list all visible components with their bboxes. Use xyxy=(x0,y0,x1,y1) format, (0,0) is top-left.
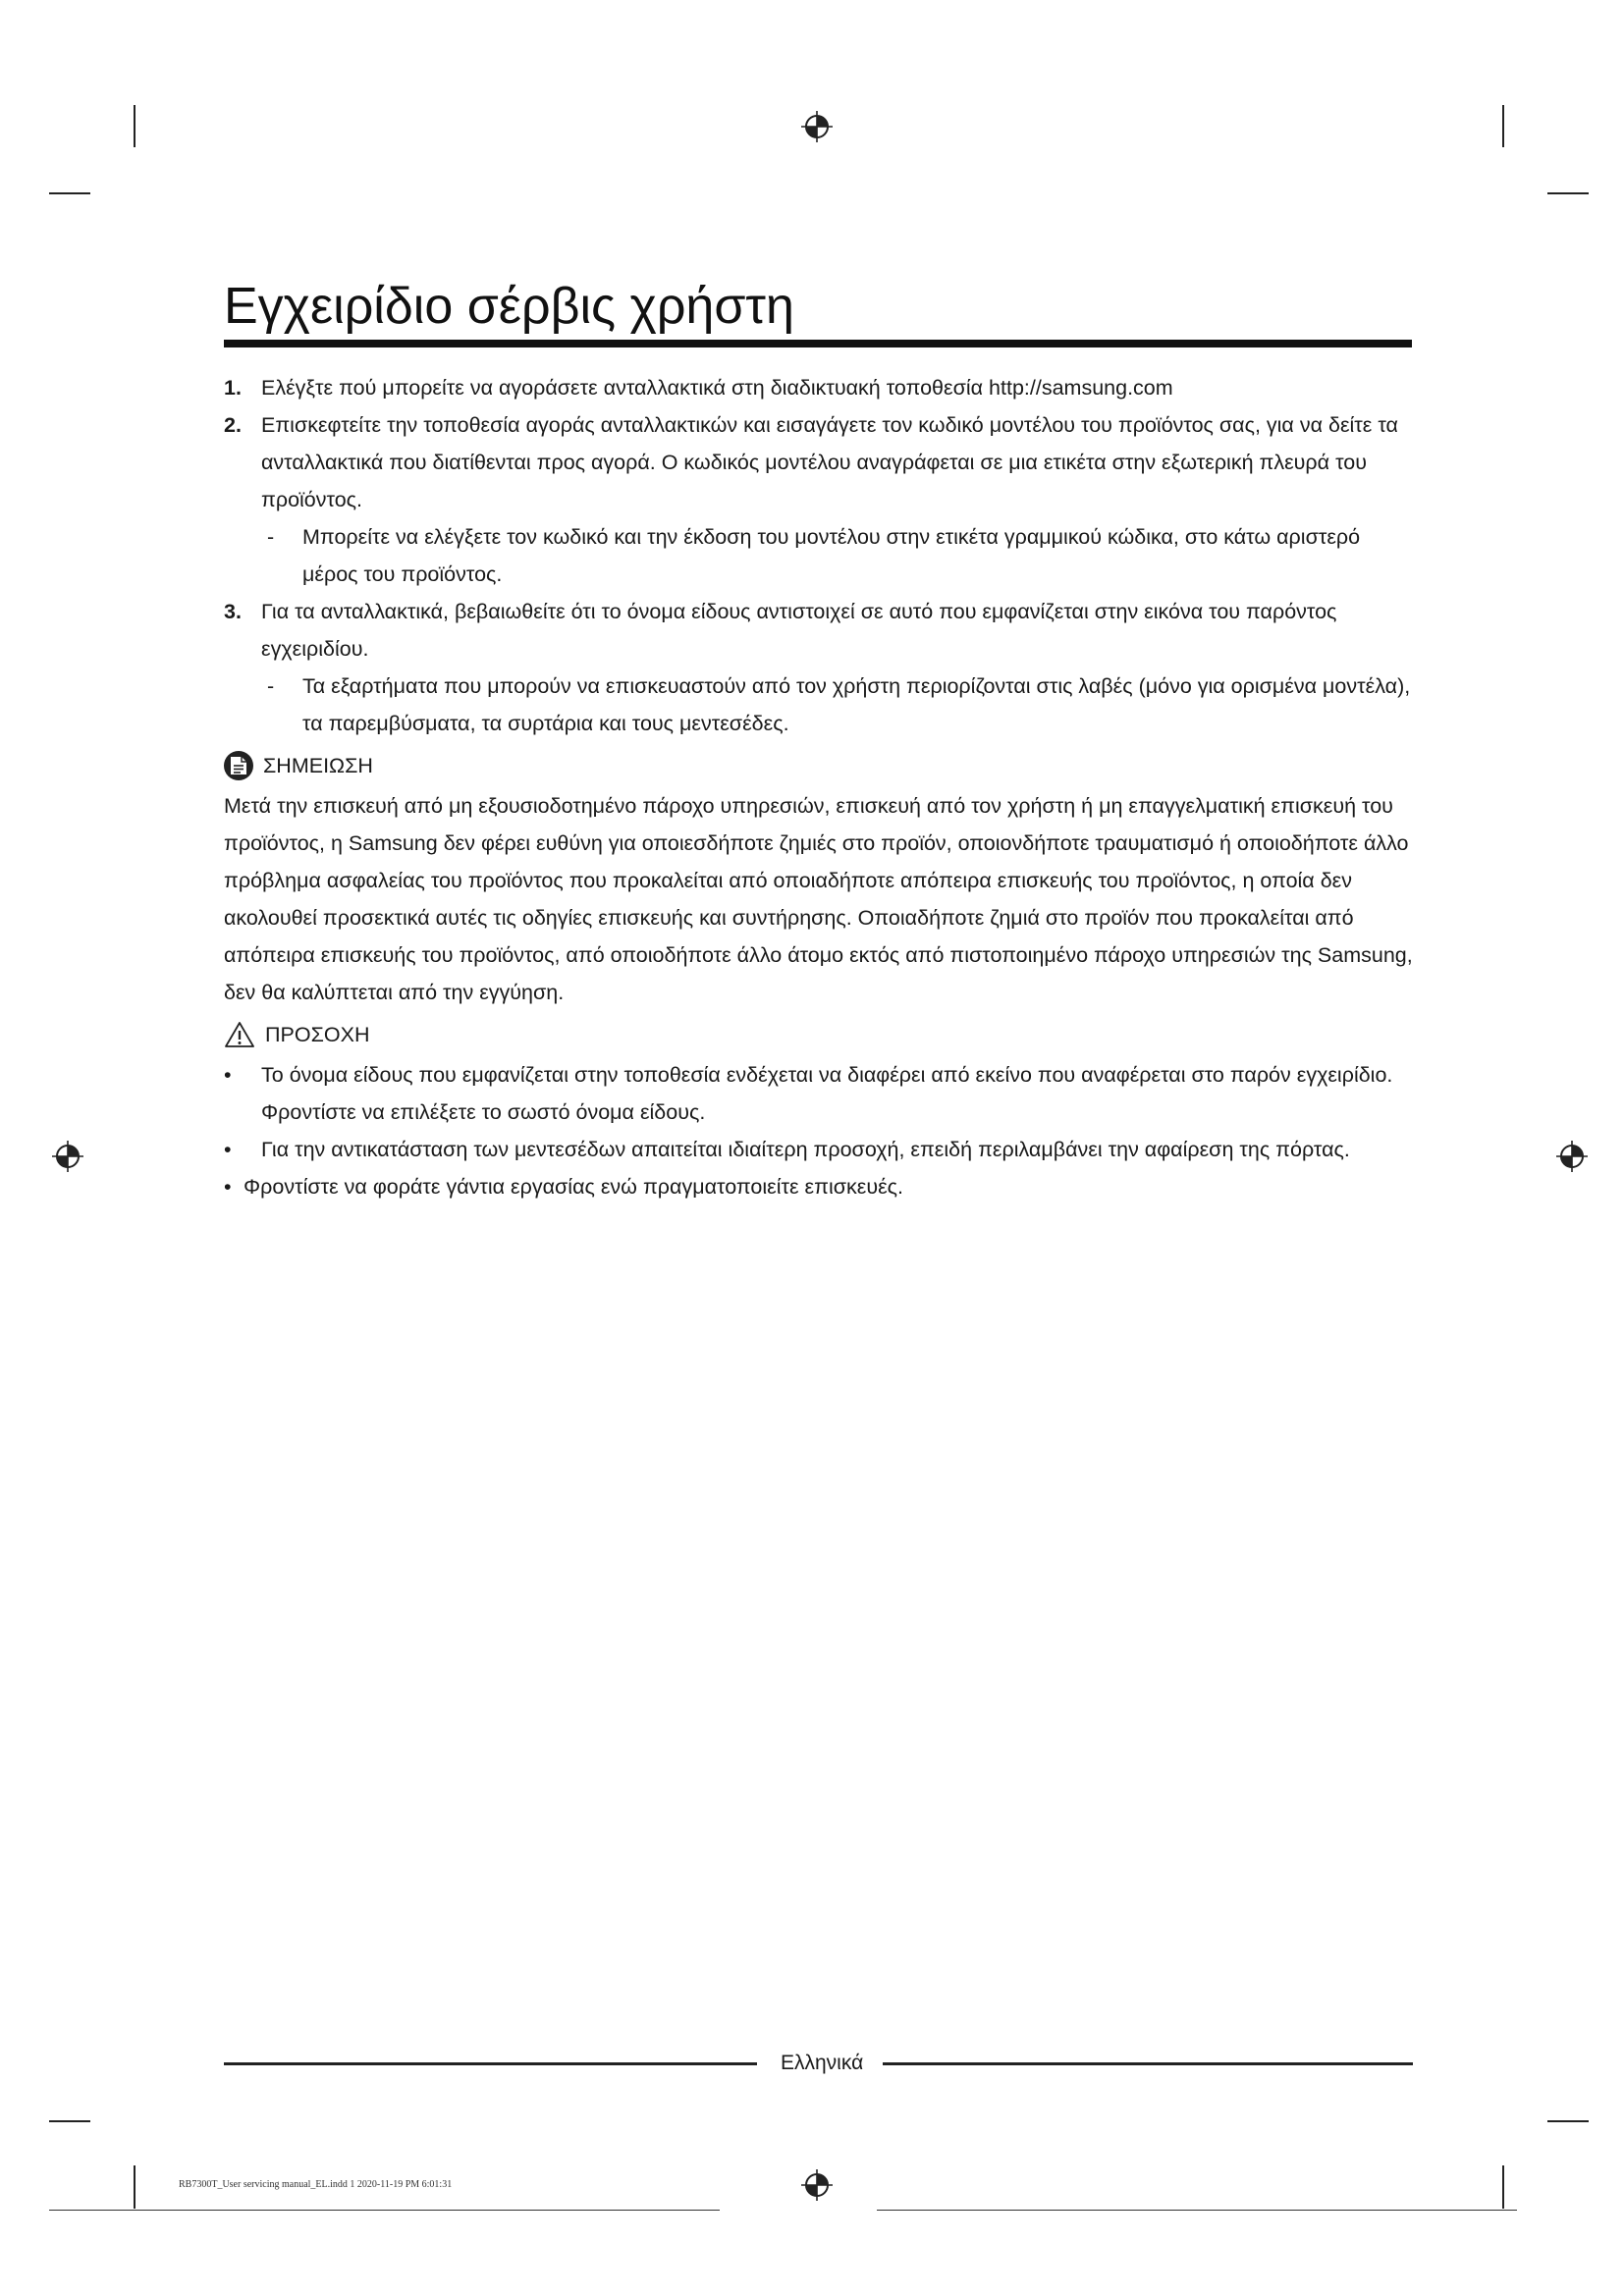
registration-mark-icon xyxy=(800,110,834,143)
caution-item-text: Το όνομα είδους που εμφανίζεται στην τοποθεσία ενδέχεται να διαφέρει από εκείνο που αναφέρεται στο παρόν εγχειρίδιο. Φροντίστε να επιλέξετε το σωστό όνομα είδους. xyxy=(261,1063,1393,1124)
crop-mark-top-left-h xyxy=(49,192,90,194)
bullet-marker: • xyxy=(224,1063,232,1087)
slug-line-left xyxy=(49,2210,720,2211)
registration-mark-icon xyxy=(800,2168,834,2202)
note-heading xyxy=(224,746,1416,785)
registration-mark-icon xyxy=(51,1140,84,1173)
crop-mark-top-right-h xyxy=(1547,192,1589,194)
step-item xyxy=(224,369,1416,406)
warning-icon xyxy=(224,1021,255,1048)
step-number: 3. xyxy=(224,600,242,623)
caution-item xyxy=(224,1168,1416,1205)
footer-language: Ελληνικά xyxy=(781,2052,864,2074)
step-text: Ελέγξτε πού μπορείτε να αγοράσετε ανταλλακτικά στη διαδικτυακή τοποθεσία http://samsung.com xyxy=(261,376,1173,400)
caution-heading-label: ΠΡΟΣΟΧΗ xyxy=(265,1023,370,1046)
step-subitem xyxy=(224,667,1416,742)
note-icon xyxy=(224,751,253,780)
bullet-marker: • xyxy=(224,1175,232,1199)
steps-list xyxy=(224,369,1416,1205)
caution-item-text: Για την αντικατάσταση των μεντεσέδων απαιτείται ιδιαίτερη προσοχή, επειδή περιλαμβάνει την αφαίρεση της πόρτας. xyxy=(261,1138,1350,1161)
page-title: Εγχειρίδιο σέρβις χρήστη xyxy=(224,278,794,335)
caution-item xyxy=(224,1131,1416,1168)
caution-item xyxy=(224,1056,1416,1131)
step-subitem xyxy=(224,518,1416,593)
print-slug-text: RB7300T_User servicing manual_EL.indd 1 2020-11-19 PM 6:01:31 xyxy=(179,2179,453,2190)
step-item xyxy=(224,406,1416,518)
registration-mark-icon xyxy=(1555,1140,1589,1173)
caution-item-text: Φροντίστε να φοράτε γάντια εργασίας ενώ πραγματοποιείτε επισκευές. xyxy=(244,1175,904,1199)
dash-marker: - xyxy=(267,525,275,549)
step-number: 2. xyxy=(224,413,242,437)
crop-mark-top-left xyxy=(134,105,135,147)
slug-line-right xyxy=(877,2210,1517,2211)
caution-heading xyxy=(224,1015,1416,1054)
bullet-marker: • xyxy=(224,1138,232,1161)
dash-marker: - xyxy=(267,674,275,698)
footer-rule-left xyxy=(224,2062,757,2065)
crop-mark-bottom-right-h xyxy=(1547,2120,1589,2122)
note-text: Μετά την επισκευή από μη εξουσιοδοτημένο πάροχο υπηρεσιών, επισκευή από τον χρήστη ή μη επαγγελματική επισκευή του προϊόντος, η Samsung δεν φέρει ευθύνη για οποιεσδήποτε ζημιές στο προϊόν, οποιονδήποτε τραυματισμό ή οποιοδήποτε άλλο πρόβλημα ασφαλείας του προϊόντος που προκαλείται από οποιαδήποτε απόπειρα επισκευής του προϊόντος, η οποία δεν ακολουθεί προσεκτικά αυτές τις οδηγίες επισκευής και συντήρησης. Οποιαδήποτε ζημιά στο προϊόν που προκαλείται από απόπειρα επισκευής του προϊόντος, από οποιοδήποτε άλλο άτομο εκτός από πιστοποιημένο πάροχο υπηρεσιών της Samsung, δεν θα καλύπτεται από την εγγύηση. xyxy=(224,794,1413,1004)
title-underline xyxy=(224,340,1412,347)
footer-rule-right xyxy=(883,2062,1413,2065)
step-text: Επισκεφτείτε την τοποθεσία αγοράς ανταλλακτικών και εισαγάγετε τον κωδικό μοντέλου του προϊόντος σας, για να δείτε τα ανταλλακτικά που διατίθενται προς αγορά. Ο κωδικός μοντέλου αναγράφεται σε μια ετικέτα στην εξωτερική πλευρά του προϊόντος. xyxy=(261,413,1398,511)
crop-mark-top-right xyxy=(1502,105,1504,147)
note-heading-label: ΣΗΜΕΙΩΣΗ xyxy=(263,754,373,777)
crop-mark-bottom-left xyxy=(134,2165,135,2209)
step-subitem-text: Μπορείτε να ελέγξετε τον κωδικό και την έκδοση του μοντέλου στην ετικέτα γραμμικού κώδικα, στο κάτω αριστερό μέρος του προϊόντος. xyxy=(302,525,1361,586)
step-subitem-text: Τα εξαρτήματα που μπορούν να επισκευαστούν από τον χρήστη περιορίζονται στις λαβές (μόνο για ορισμένα μοντέλα), τα παρεμβύσματα, τα συρτάρια και τους μεντεσέδες. xyxy=(302,674,1411,735)
step-text: Για τα ανταλλακτικά, βεβαιωθείτε ότι το όνομα είδους αντιστοιχεί σε αυτό που εμφανίζεται στην εικόνα του παρόντος εγχειριδίου. xyxy=(261,600,1337,661)
crop-mark-bottom-right xyxy=(1502,2165,1504,2209)
step-number: 1. xyxy=(224,376,242,400)
step-item xyxy=(224,593,1416,667)
crop-mark-bottom-left-h xyxy=(49,2120,90,2122)
